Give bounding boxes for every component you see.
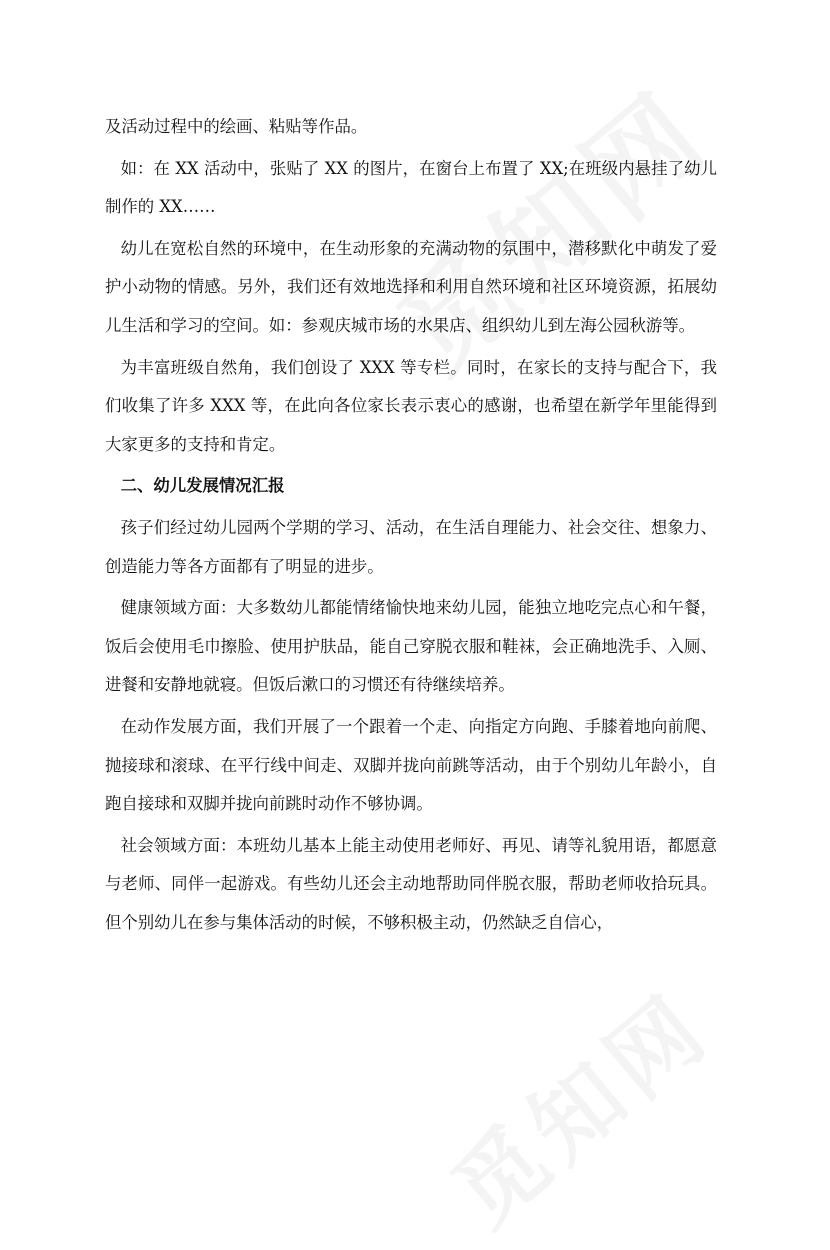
- paragraph-health: 健康领域方面：大多数幼儿都能情绪愉快地来幼儿园，能独立地吃完点心和午餐，饭后会使用毛巾擦脸、使用护肤品，能自己穿脱衣服和鞋袜，会正确地洗手、入厕、进餐和安静地就寝。但饭后漱口的习惯还有待继续培养。: [105, 598, 717, 695]
- section-heading: 二、幼儿发展情况汇报: [120, 476, 285, 496]
- paragraph-social: 社会领域方面：本班幼儿基本上能主动使用老师好、再见、请等礼貌用语，都愿意与老师、同伴一起游戏。有些幼儿还会主动地帮助同伴脱衣服，帮助老师收拾玩具。但个别幼儿在参与集体活动的时候，不够积极主动，仍然缺乏自信心，: [105, 835, 717, 932]
- paragraph-environment: 幼儿在宽松自然的环境中，在生动形象的充满动物的氛围中，潜移默化中萌发了爱护小动物的情感。另外，我们还有效地选择和利用自然环境和社区环境资源，拓展幼儿生活和学习的空间。如：参观庆城市场的水果店、组织幼儿到左海公园秋游等。: [105, 238, 717, 335]
- paragraph-progress: 孩子们经过幼儿园两个学期的学习、活动，在生活自理能力、社会交往、想象力、创造能力等各方面都有了明显的进步。: [105, 517, 717, 576]
- watermark-lower: [420, 957, 733, 1249]
- paragraph-continuation: 及活动过程中的绘画、粘贴等作品。: [105, 117, 368, 136]
- document-body: [105, 108, 717, 945]
- paragraph-example: 如：在 XX 活动中，张贴了 XX 的图片，在窗台上布置了 XX;在班级内悬挂了幼儿制作的 XX……: [105, 158, 717, 217]
- paragraph-nature-corner: 为丰富班级自然角，我们创设了 XXX 等专栏。同时，在家长的支持与配合下，我们收集了许多 XXX 等，在此向各位家长表示衷心的感谢，也希望在新学年里能得到大家更多的支持和肯定。: [105, 357, 717, 454]
- paragraph-motor: 在动作发展方面，我们开展了一个跟着一个走、向指定方向跑、手膝着地向前爬、抛接球和滚球、在平行线中间走、双脚并拢向前跳等活动，由于个别幼儿年龄小，自跑自接球和双脚并拢向前跳时动作不够协调。: [105, 716, 717, 814]
